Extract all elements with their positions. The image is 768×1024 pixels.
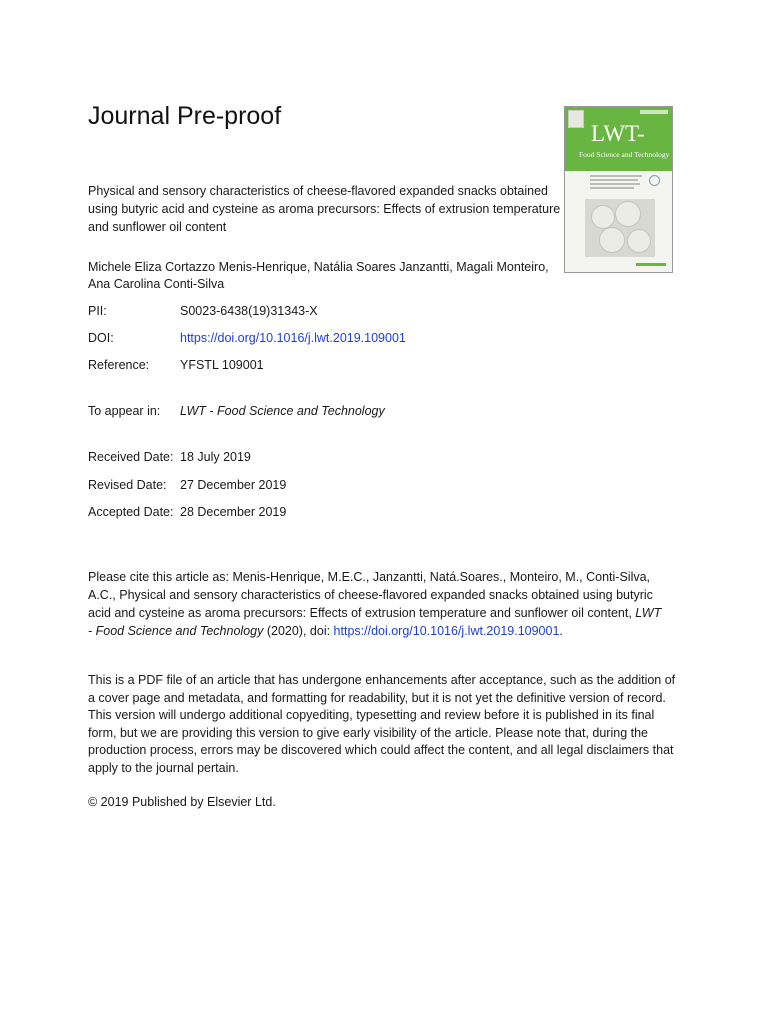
snack-ball-icon [627,229,651,253]
cover-fine-print-line [590,175,642,177]
cover-fine-print-line [590,187,634,189]
revised-label: Revised Date: [88,478,167,492]
citation-year: (2020), doi: [263,624,334,638]
citation-paragraph [88,568,668,640]
cover-journal-name: Food Science and Technology [579,150,670,159]
cover-photo [585,199,655,257]
cover-fine-print-line [590,183,640,185]
citation-journal: LWT - Food Science and Technology [88,606,662,638]
snack-ball-icon [591,205,615,229]
appear-value: LWT - Food Science and Technology [180,404,385,418]
page-heading: Journal Pre-proof [88,102,282,130]
pii-value: S0023-6438(19)31343-X [180,304,318,318]
received-value: 18 July 2019 [180,450,251,464]
article-authors: Michele Eliza Cortazzo Menis-Henrique, Natália Soares Janzantti, Magali Monteiro, Ana Carolina Conti-Silva [88,260,549,291]
citation-end: . [559,624,563,638]
snack-ball-icon [599,227,625,253]
reference-value: YFSTL 109001 [180,358,264,372]
copyright-notice: © 2019 Published by Elsevier Ltd. [88,795,276,809]
journal-cover-image [564,106,673,273]
citation-doi-link[interactable]: https://doi.org/10.1016/j.lwt.2019.109001 [333,624,560,638]
cover-footer-mark [636,263,666,266]
received-label: Received Date: [88,450,174,464]
accepted-value: 28 December 2019 [180,505,287,519]
citation-text: Please cite this article as: Menis-Henrique, M.E.C., Janzantti, Natá.Soares., Monteiro, M., Conti-Silva, A.C., Physical and sensory characteristics of cheese-flavored expanded snacks obtained using butyric acid and cysteine as aroma precursors: Effects of extrusion temperature and sunflower oil content, [88,570,653,620]
cover-issn-strip [640,110,668,114]
preproof-notice: This is a PDF file of an article that has undergone enhancements after acceptance, such as the addition of a cover page and metadata, and formatting for readability, but it is not yet the definitive version of record. This version will undergo additional copyediting, typesetting and review before it is published in its final form, but we are providing this version to give early visibility of the article. Please note that, during the production process, errors may be discovered which could affect the content, and all legal disclaimers that apply to the journal pertain. [88,673,676,775]
elsevier-logo-icon [568,110,584,128]
appear-label: To appear in: [88,404,161,418]
article-title: Physical and sensory characteristics of cheese-flavored expanded snacks obtained using butyric acid and cysteine as aroma precursors: Effects of extrusion temperature and sunflower oil content [88,184,561,234]
cover-journal-abbrev: LWT- [591,121,645,146]
accepted-label: Accepted Date: [88,505,174,519]
doi-label: DOI: [88,331,114,345]
pii-label: PII: [88,304,107,318]
society-logo-icon [649,175,660,186]
cover-fine-print-line [590,179,638,181]
reference-label: Reference: [88,358,150,372]
snack-ball-icon [615,201,641,227]
revised-value: 27 December 2019 [180,478,287,492]
doi-link[interactable]: https://doi.org/10.1016/j.lwt.2019.109001 [180,331,406,345]
